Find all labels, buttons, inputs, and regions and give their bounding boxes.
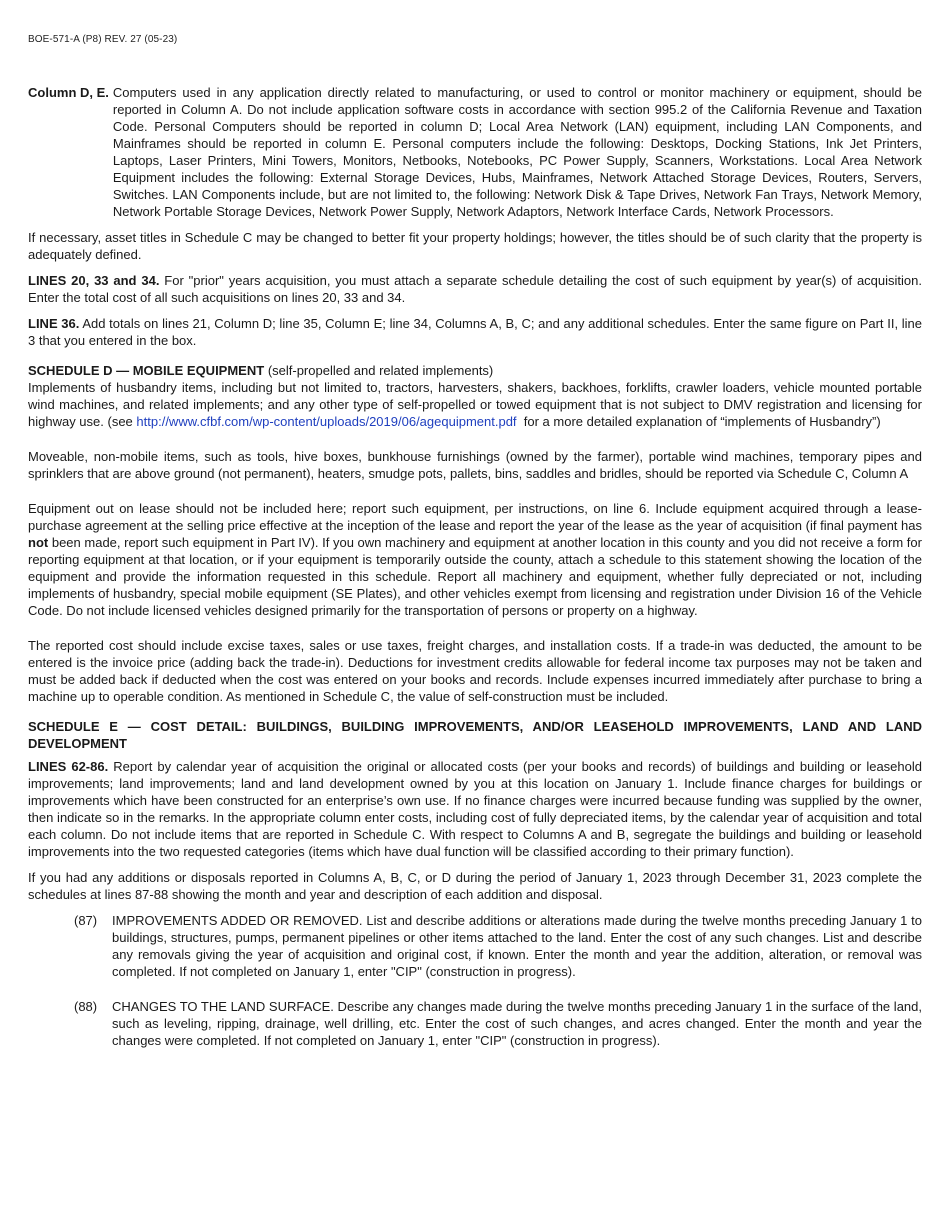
additions-paragraph: If you had any additions or disposals reported in Columns A, B, C, or D during the period of January 1, 2023 through December 31, 2023 complete the schedules at lines 87-88 showing the month and year and description of each addition and disposal. xyxy=(28,870,922,902)
form-id: BOE-571-A (P8) REV. 27 (05-23) xyxy=(28,34,178,45)
lines-20-33-34-paragraph xyxy=(28,272,922,306)
item-88-number: (88) xyxy=(74,999,98,1014)
schedule-d-cost-paragraph: The reported cost should include excise taxes, sales or use taxes, freight charges, and installation costs. If a trade-in was deducted, the amount to be entered is the invoice price (adding back the trade-in). Deductions for investment credits allowable for federal income tax purposes may not be taken and must be added back if deducted when the cost was entered on your books and records. Include expenses incurred immediately after purchase to bring a machine up to operable condition. As mentioned in Schedule C, the value of self-construction must be included. xyxy=(28,638,922,704)
line-36-paragraph xyxy=(28,315,922,349)
line-36-label: LINE 36. xyxy=(28,316,80,331)
lines-20-text: For "prior" years acquisition, you must attach a separate schedule detailing the cost of such equipment by year(s) of acquisition. Enter the total cost of all such acquisitions on lines 20, 33 and 34. xyxy=(28,273,922,305)
form-page xyxy=(28,34,922,1049)
item-87-number: (87) xyxy=(74,913,98,928)
schedule-d-lease-paragraph xyxy=(28,500,922,619)
schedule-d-subtitle: (self-propelled and related implements) xyxy=(267,363,494,378)
schedule-d-p1-after: for a more detailed explanation of “implements of Husbandry”) xyxy=(523,414,881,429)
schedule-d-p3-after: been made, report such equipment in Part IV). If you own machinery and equipment at another location in this county and you did not receive a form for reporting equipment at that location, or if your equipment is temporarily outside the county, attach a schedule to this statement showing the location of the equipment and provide the information requested in this schedule. Report all machinery and equipment, whether fully depreciated or not, including implements of husbandry, special mobile equipment (SE Plates), and other vehicles exempt from licensing and registration under Division 16 of the Vehicle Code. Do not include licensed vehicles designed primarily for the transportation of persons or property on a highway. xyxy=(28,535,922,618)
asset-titles-paragraph: If necessary, asset titles in Schedule C may be changed to better fit your property holdings; however, the titles should be of such clarity that the property is adequately defined. xyxy=(28,230,922,262)
lines-62-86-label: LINES 62-86. xyxy=(28,759,109,774)
schedule-d-moveable-paragraph: Moveable, non-mobile items, such as tools, hive boxes, bunkhouse furnishings (owned by the farmer), portable wind machines, temporary pipes and sprinklers that are above ground (not permanent), heaters, smudge pots, pallets, bins, saddles and bridles, should be reported via Schedule C, Column A xyxy=(28,449,922,481)
schedule-e-title: SCHEDULE E — COST DETAIL: BUILDINGS, BUILDING IMPROVEMENTS, AND/OR LEASEHOLD IMPROVEMENTS, LAND AND LAND DEVELOPMENT xyxy=(28,719,922,751)
lines-20-label: LINES 20, 33 and 34. xyxy=(28,273,160,288)
item-87 xyxy=(74,912,922,980)
item-87-text: IMPROVEMENTS ADDED OR REMOVED. List and describe additions or alterations made during the twelve months preceding January 1 to buildings, structures, pumps, permanent pipelines or other items attached to the land. Enter the cost of any such changes. List and describe any removals giving the year of acquisition and original cost, if known. Enter the month and year the addition, alteration, or removal was completed. If not completed on January 1, enter "CIP" (construction in progress). xyxy=(112,913,922,979)
column-de-text: Computers used in any application directly related to manufacturing, or used to control or monitor machinery or equipment, should be reported in Column A. Do not include application software costs in accordance with section 995.2 of the California Revenue and Taxation Code. Personal Computers should be reported in column D; Local Area Network (LAN) equipment, including LAN Components, and Mainframes should be reported in column E. Personal computers include the following: Desktops, Docking Stations, Ink Jet Printers, Laptops, Laser Printers, Mini Towers, Monitors, Netbooks, Notebooks, PC Power Supply, Scanners, Workstations. Local Area Network Equipment includes the following: External Storage Devices, Hubs, Mainframes, Network Attached Storage Devices, Routers, Servers, Switches. LAN Components include, but are not limited to, the following: Network Disk & Tape Drives, Network Fan Trays, Network Memory, Network Portable Storage Devices, Network Power Supply, Network Adaptors, Network Interface Cards, Network Processors. xyxy=(112,85,922,219)
column-de-label: Column D, E. xyxy=(28,85,109,100)
schedule-d-title: SCHEDULE D — MOBILE EQUIPMENT xyxy=(28,363,265,378)
schedule-d-husbandry-paragraph xyxy=(28,379,922,430)
agequipment-link[interactable]: http://www.cfbf.com/wp-content/uploads/2019/06/agequipment.pdf xyxy=(136,414,517,429)
schedule-d-p1-text: Implements of husbandry items, including but not limited to, tractors, harvesters, shakers, backhoes, forklifts, crawler loaders, vehicle mounted portable wind machines, and related implements; and any other type of self-propelled or towed equipment that is not subject to DMV registration and licensing for highway use. (see xyxy=(28,380,922,429)
item-88-text: CHANGES TO THE LAND SURFACE. Describe any changes made during the twelve months preceding January 1 in the surface of the land, such as leveling, ripping, drainage, well drilling, etc. Enter the cost of such changes, and acres changed. Enter the month and year the changes were completed. If not completed on January 1, enter "CIP" (construction in progress). xyxy=(112,999,922,1048)
schedule-d-heading xyxy=(28,362,922,379)
item-88 xyxy=(74,998,922,1049)
column-de-section xyxy=(28,84,922,220)
schedule-d-p3-bold: not xyxy=(28,535,49,550)
lines-62-86-text: Report by calendar year of acquisition the original or allocated costs (per your books and records) of buildings and building or leasehold improvements; land improvements; land and land development owned by you at this location on January 1. Include finance charges for buildings or improvements which have been constructed for an enterprise’s own use. If no finance charges were incurred because funding was supplied by the owner, then indicate so in the remarks. In the appropriate column enter costs, including cost of fully depreciated items, by the calendar year of acquisition and total each column. Do not include items that are reported in Schedule C. With respect to Columns A and B, segregate the buildings and building or leasehold improvements into the two requested categories (items which have dual function will be classified according to their primary function). xyxy=(28,759,922,859)
lines-62-86-paragraph xyxy=(28,758,922,860)
schedule-d-p3-text: Equipment out on lease should not be included here; report such equipment, per instructions, on line 6. Include equipment acquired through a lease-purchase agreement at the selling price effective at the inception of the lease and report the year of the lease as the year of acquisition (if final payment has xyxy=(28,501,922,533)
line-36-text: Add totals on lines 21, Column D; line 35, Column E; line 34, Columns A, B, C; and any additional schedules. Enter the same figure on Part II, line 3 that you entered in the box. xyxy=(28,316,922,348)
